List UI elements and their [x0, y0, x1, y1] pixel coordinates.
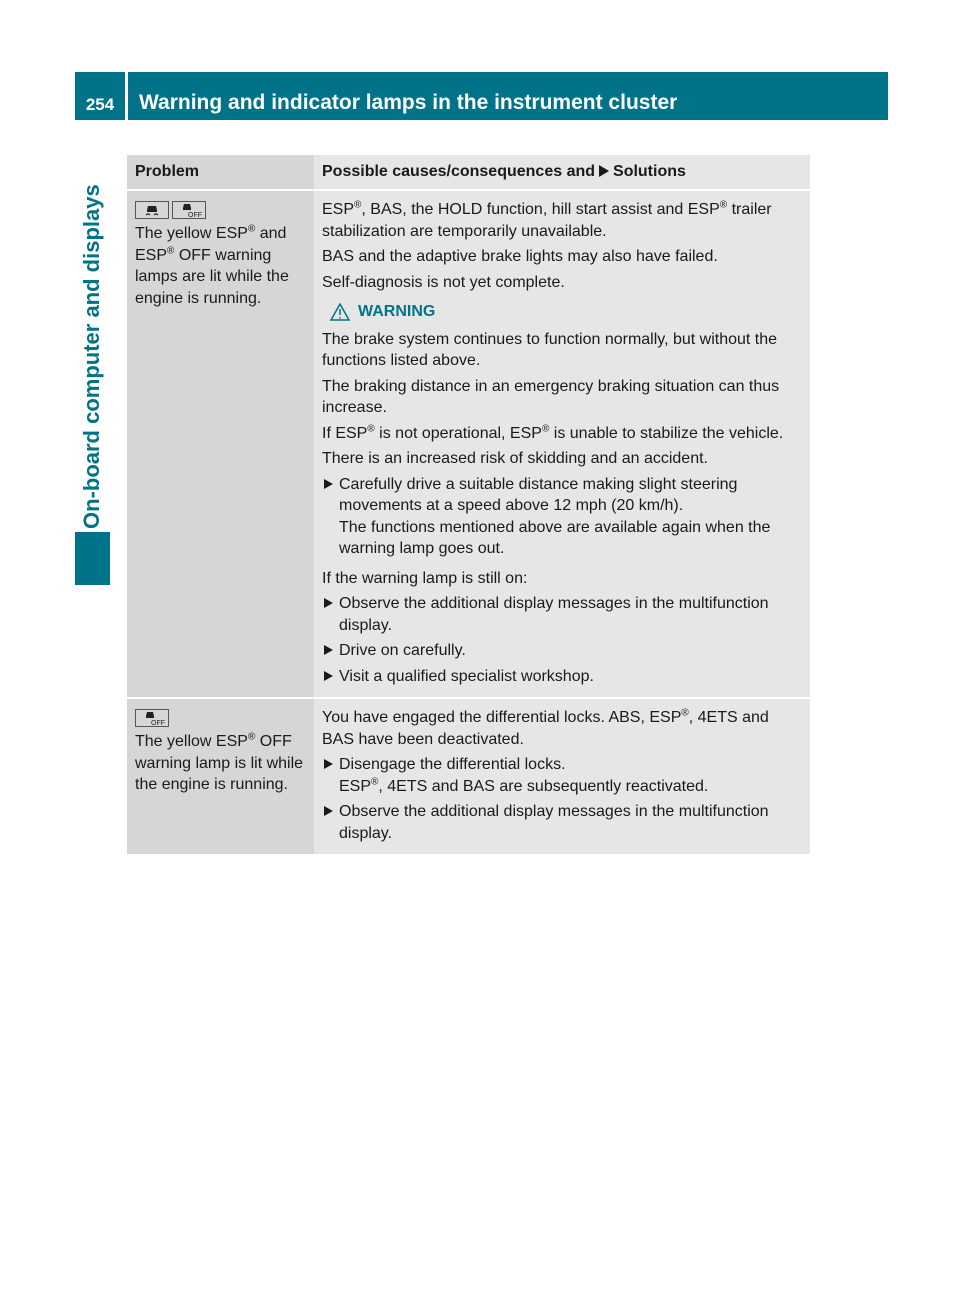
cause-text: If the warning lamp is still on: — [322, 569, 528, 587]
cause-text: ESP®, BAS, the HOLD function, hill start assist and ESP® trailer stabilization are temporarily unavailable. — [322, 199, 772, 240]
problem-text: The yellow ESP® OFF warning lamp is lit while the engine is running. — [135, 731, 304, 793]
table-header-row — [127, 155, 810, 190]
problem-text: The yellow ESP® and ESP® OFF warning lamps are lit while the engine is running. — [135, 223, 289, 307]
warning-text: The brake system continues to function normally, but without the functions listed above. — [322, 330, 778, 369]
instruction-item: Observe the additional display messages in the multifunction display. — [322, 593, 802, 636]
section-tab — [75, 125, 110, 529]
solutions-cell — [314, 190, 810, 698]
instruction-item: Carefully drive a suitable distance making slight steering movements at a speed above 12 mph (20 km/h). The functions mentioned above are available again when the warning lamp goes out. — [322, 474, 802, 560]
section-tab-marker — [75, 532, 110, 585]
warning-text: There is an increased risk of skidding and an accident. — [322, 450, 708, 467]
page-number: 254 — [75, 72, 125, 120]
instruction-item: Visit a qualified specialist workshop. — [322, 666, 802, 688]
column-header-solutions: Possible causes/consequences and Solutions — [314, 155, 810, 190]
column-header-problem: Problem — [127, 155, 314, 190]
cause-text: You have engaged the differential locks. ABS, ESP®, 4ETS and BAS have been deactivated. — [322, 707, 769, 748]
section-label: On-board computer and displays — [79, 184, 104, 529]
warning-lamps-table — [127, 155, 810, 854]
page-title: Warning and indicator lamps in the instrument cluster — [128, 72, 888, 120]
arrow-icon — [599, 165, 609, 177]
cause-text: Self-diagnosis is not yet complete. — [322, 273, 565, 291]
table-row — [127, 698, 810, 854]
instruction-item: Disengage the differential locks. ESP®, 4ETS and BAS are subsequently reactivated. — [322, 754, 802, 797]
warning-heading: WARNING — [330, 301, 802, 323]
instruction-item: Observe the additional display messages in the multifunction display. — [322, 801, 802, 844]
cause-text: BAS and the adaptive brake lights may also have failed. — [322, 248, 718, 265]
esp-off-lamp-icon — [172, 201, 206, 219]
svg-text:OFF: OFF — [188, 211, 202, 218]
problem-cell — [127, 698, 314, 854]
instruction-item: Drive on carefully. — [322, 640, 802, 662]
warning-text: The braking distance in an emergency braking situation can thus increase. — [322, 377, 780, 416]
solutions-cell — [314, 698, 810, 854]
table-row — [127, 190, 810, 698]
problem-cell — [127, 190, 314, 698]
warning-triangle-icon — [330, 303, 350, 321]
svg-text:OFF: OFF — [151, 719, 165, 726]
esp-warning-lamp-icon — [135, 201, 169, 219]
esp-off-lamp-icon — [135, 709, 169, 727]
warning-text: If ESP® is not operational, ESP® is unable to stabilize the vehicle. — [322, 423, 784, 442]
